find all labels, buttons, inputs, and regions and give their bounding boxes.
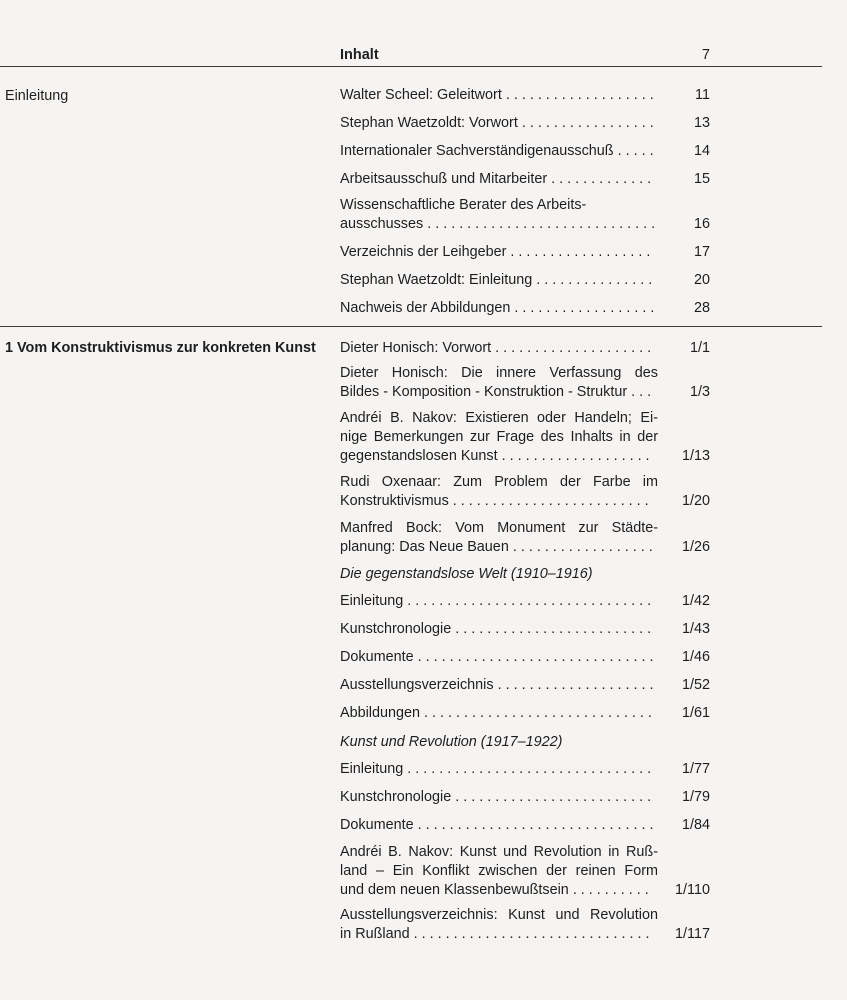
entry-title: gegenstandslosen Kunst bbox=[340, 448, 498, 464]
toc-entry[interactable] bbox=[340, 788, 710, 807]
entry-page: 1/117 bbox=[675, 926, 710, 942]
entry-title: planung: Das Neue Bauen bbox=[340, 539, 509, 555]
leader-dots bbox=[455, 788, 654, 807]
entry-page: 15 bbox=[693, 171, 710, 187]
leader-dots bbox=[427, 215, 654, 234]
entry-title: Stephan Waetzoldt: Einleitung bbox=[340, 272, 533, 288]
toc-entry[interactable] bbox=[340, 271, 710, 290]
entry-page: 1/43 bbox=[681, 621, 710, 637]
entry-title: Bildes - Komposition - Konstruktion - Struktur bbox=[340, 384, 628, 400]
entry-page: 20 bbox=[693, 272, 710, 288]
toc-entry[interactable] bbox=[340, 114, 710, 133]
leader-dots bbox=[424, 704, 654, 723]
leader-dots bbox=[455, 620, 654, 639]
entry-title: in Rußland bbox=[340, 926, 410, 942]
entry-title: Abbildungen bbox=[340, 705, 421, 721]
entry-page: 1/61 bbox=[681, 705, 710, 721]
toc-entry[interactable] bbox=[340, 676, 710, 695]
entry-page: 1/42 bbox=[681, 593, 710, 609]
leader-dots bbox=[502, 447, 654, 466]
entry-page: 1/84 bbox=[681, 817, 710, 833]
entry-title: Stephan Waetzoldt: Vorwort bbox=[340, 115, 518, 131]
leader-dots bbox=[418, 648, 654, 667]
leader-dots bbox=[418, 816, 654, 835]
entry-title: Ausstellungsverzeichnis bbox=[340, 677, 494, 693]
section-label-einleitung: Einleitung bbox=[5, 88, 69, 104]
entry-line: Andréi B. Nakov: Kunst und Revolution in Ruß- bbox=[340, 844, 658, 860]
entry-page: 1/46 bbox=[681, 649, 710, 665]
entry-title: Kunstchronologie bbox=[340, 621, 452, 637]
leader-dots bbox=[453, 492, 654, 511]
entry-line: land – Ein Konflikt zwischen der reinen Form bbox=[340, 863, 658, 879]
toc-entry[interactable] bbox=[340, 760, 710, 779]
entry-title: Einleitung bbox=[340, 593, 404, 609]
leader-dots bbox=[510, 243, 654, 262]
entry-line: Ausstellungsverzeichnis: Kunst und Revolution bbox=[340, 907, 658, 923]
entry-title: Internationaler Sachverständigenausschuß bbox=[340, 143, 614, 159]
entry-title: Nachweis der Abbildungen bbox=[340, 300, 511, 316]
toc-entry[interactable] bbox=[340, 519, 710, 557]
toc-entry[interactable] bbox=[340, 142, 710, 161]
entry-title: und dem neuen Klassenbewußtsein bbox=[340, 882, 569, 898]
leader-dots bbox=[513, 538, 654, 557]
leader-dots bbox=[506, 86, 654, 105]
entry-page: 1/52 bbox=[681, 677, 710, 693]
entry-page: 11 bbox=[695, 87, 710, 103]
entry-page: 17 bbox=[693, 244, 710, 260]
toc-entry[interactable] bbox=[340, 364, 710, 402]
toc-entry[interactable] bbox=[340, 409, 710, 466]
entry-page: 14 bbox=[693, 143, 710, 159]
entry-page: 1/1 bbox=[689, 340, 710, 356]
entry-page: 1/79 bbox=[681, 789, 710, 805]
leader-dots bbox=[573, 881, 654, 900]
toc-entry[interactable] bbox=[340, 906, 710, 944]
toc-entry[interactable] bbox=[340, 843, 710, 900]
toc-entry[interactable] bbox=[340, 339, 710, 358]
header-rule bbox=[0, 66, 822, 67]
leader-dots bbox=[522, 114, 654, 133]
entry-title: Walter Scheel: Geleitwort bbox=[340, 87, 502, 103]
entry-title: Dieter Honisch: Vorwort bbox=[340, 340, 492, 356]
entry-page: 1/110 bbox=[675, 882, 710, 898]
entry-page: 1/13 bbox=[681, 448, 710, 464]
toc-entry[interactable] bbox=[340, 299, 710, 318]
leader-dots bbox=[498, 676, 654, 695]
entry-line: Dieter Honisch: Die innere Verfassung des bbox=[340, 365, 658, 381]
toc-entry[interactable] bbox=[340, 170, 710, 189]
leader-dots bbox=[407, 760, 654, 779]
entry-line: Andréi B. Nakov: Existieren oder Handeln; Ei- bbox=[340, 410, 658, 426]
toc-entry[interactable] bbox=[340, 196, 710, 234]
toc-entry[interactable] bbox=[340, 816, 710, 835]
leader-dots bbox=[495, 339, 654, 358]
entry-title: Einleitung bbox=[340, 761, 404, 777]
leader-dots bbox=[631, 383, 654, 402]
entry-page: 13 bbox=[693, 115, 710, 131]
entry-line: Rudi Oxenaar: Zum Problem der Farbe im bbox=[340, 474, 658, 490]
entry-title: Konstruktivismus bbox=[340, 493, 449, 509]
leader-dots bbox=[407, 592, 654, 611]
toc-entry[interactable] bbox=[340, 473, 710, 511]
leader-dots bbox=[536, 271, 654, 290]
leader-dots bbox=[414, 925, 654, 944]
toc-entry[interactable] bbox=[340, 592, 710, 611]
entry-page: 28 bbox=[693, 300, 710, 316]
section-rule bbox=[0, 326, 822, 327]
entry-title: Dokumente bbox=[340, 649, 414, 665]
entry-page: 1/26 bbox=[681, 539, 710, 555]
toc-entry[interactable] bbox=[340, 620, 710, 639]
entry-title: Verzeichnis der Leihgeber bbox=[340, 244, 507, 260]
toc-entry[interactable] bbox=[340, 648, 710, 667]
entry-line: Manfred Bock: Vom Monument zur Städte- bbox=[340, 520, 658, 536]
leader-dots bbox=[514, 299, 654, 318]
entry-page: 16 bbox=[693, 216, 710, 232]
entry-page: 1/3 bbox=[689, 384, 710, 400]
toc-entry[interactable] bbox=[340, 86, 710, 105]
entry-title: ausschusses bbox=[340, 216, 424, 232]
entry-line: nige Bemerkungen zur Frage des Inhalts in der bbox=[340, 429, 658, 445]
leader-dots bbox=[551, 170, 654, 189]
subsection-title: Kunst und Revolution (1917–1922) bbox=[340, 734, 563, 750]
subsection-title: Die gegenstandslose Welt (1910–1916) bbox=[340, 566, 593, 582]
entry-page: 1/77 bbox=[681, 761, 710, 777]
section-label-konstruktivismus: 1 Vom Konstruktivismus zur konkreten Kunst bbox=[5, 340, 316, 356]
entry-title: Arbeitsausschuß und Mitarbeiter bbox=[340, 171, 548, 187]
toc-entry[interactable] bbox=[340, 704, 710, 723]
entry-title: Kunstchronologie bbox=[340, 789, 452, 805]
leader-dots bbox=[618, 142, 654, 161]
entry-title: Dokumente bbox=[340, 817, 414, 833]
page-number: 7 bbox=[701, 47, 710, 63]
entry-line: Wissenschaftliche Berater des Arbeits- bbox=[340, 197, 587, 213]
toc-entry[interactable] bbox=[340, 243, 710, 262]
entry-page: 1/20 bbox=[681, 493, 710, 509]
page-header-title: Inhalt bbox=[340, 47, 379, 63]
